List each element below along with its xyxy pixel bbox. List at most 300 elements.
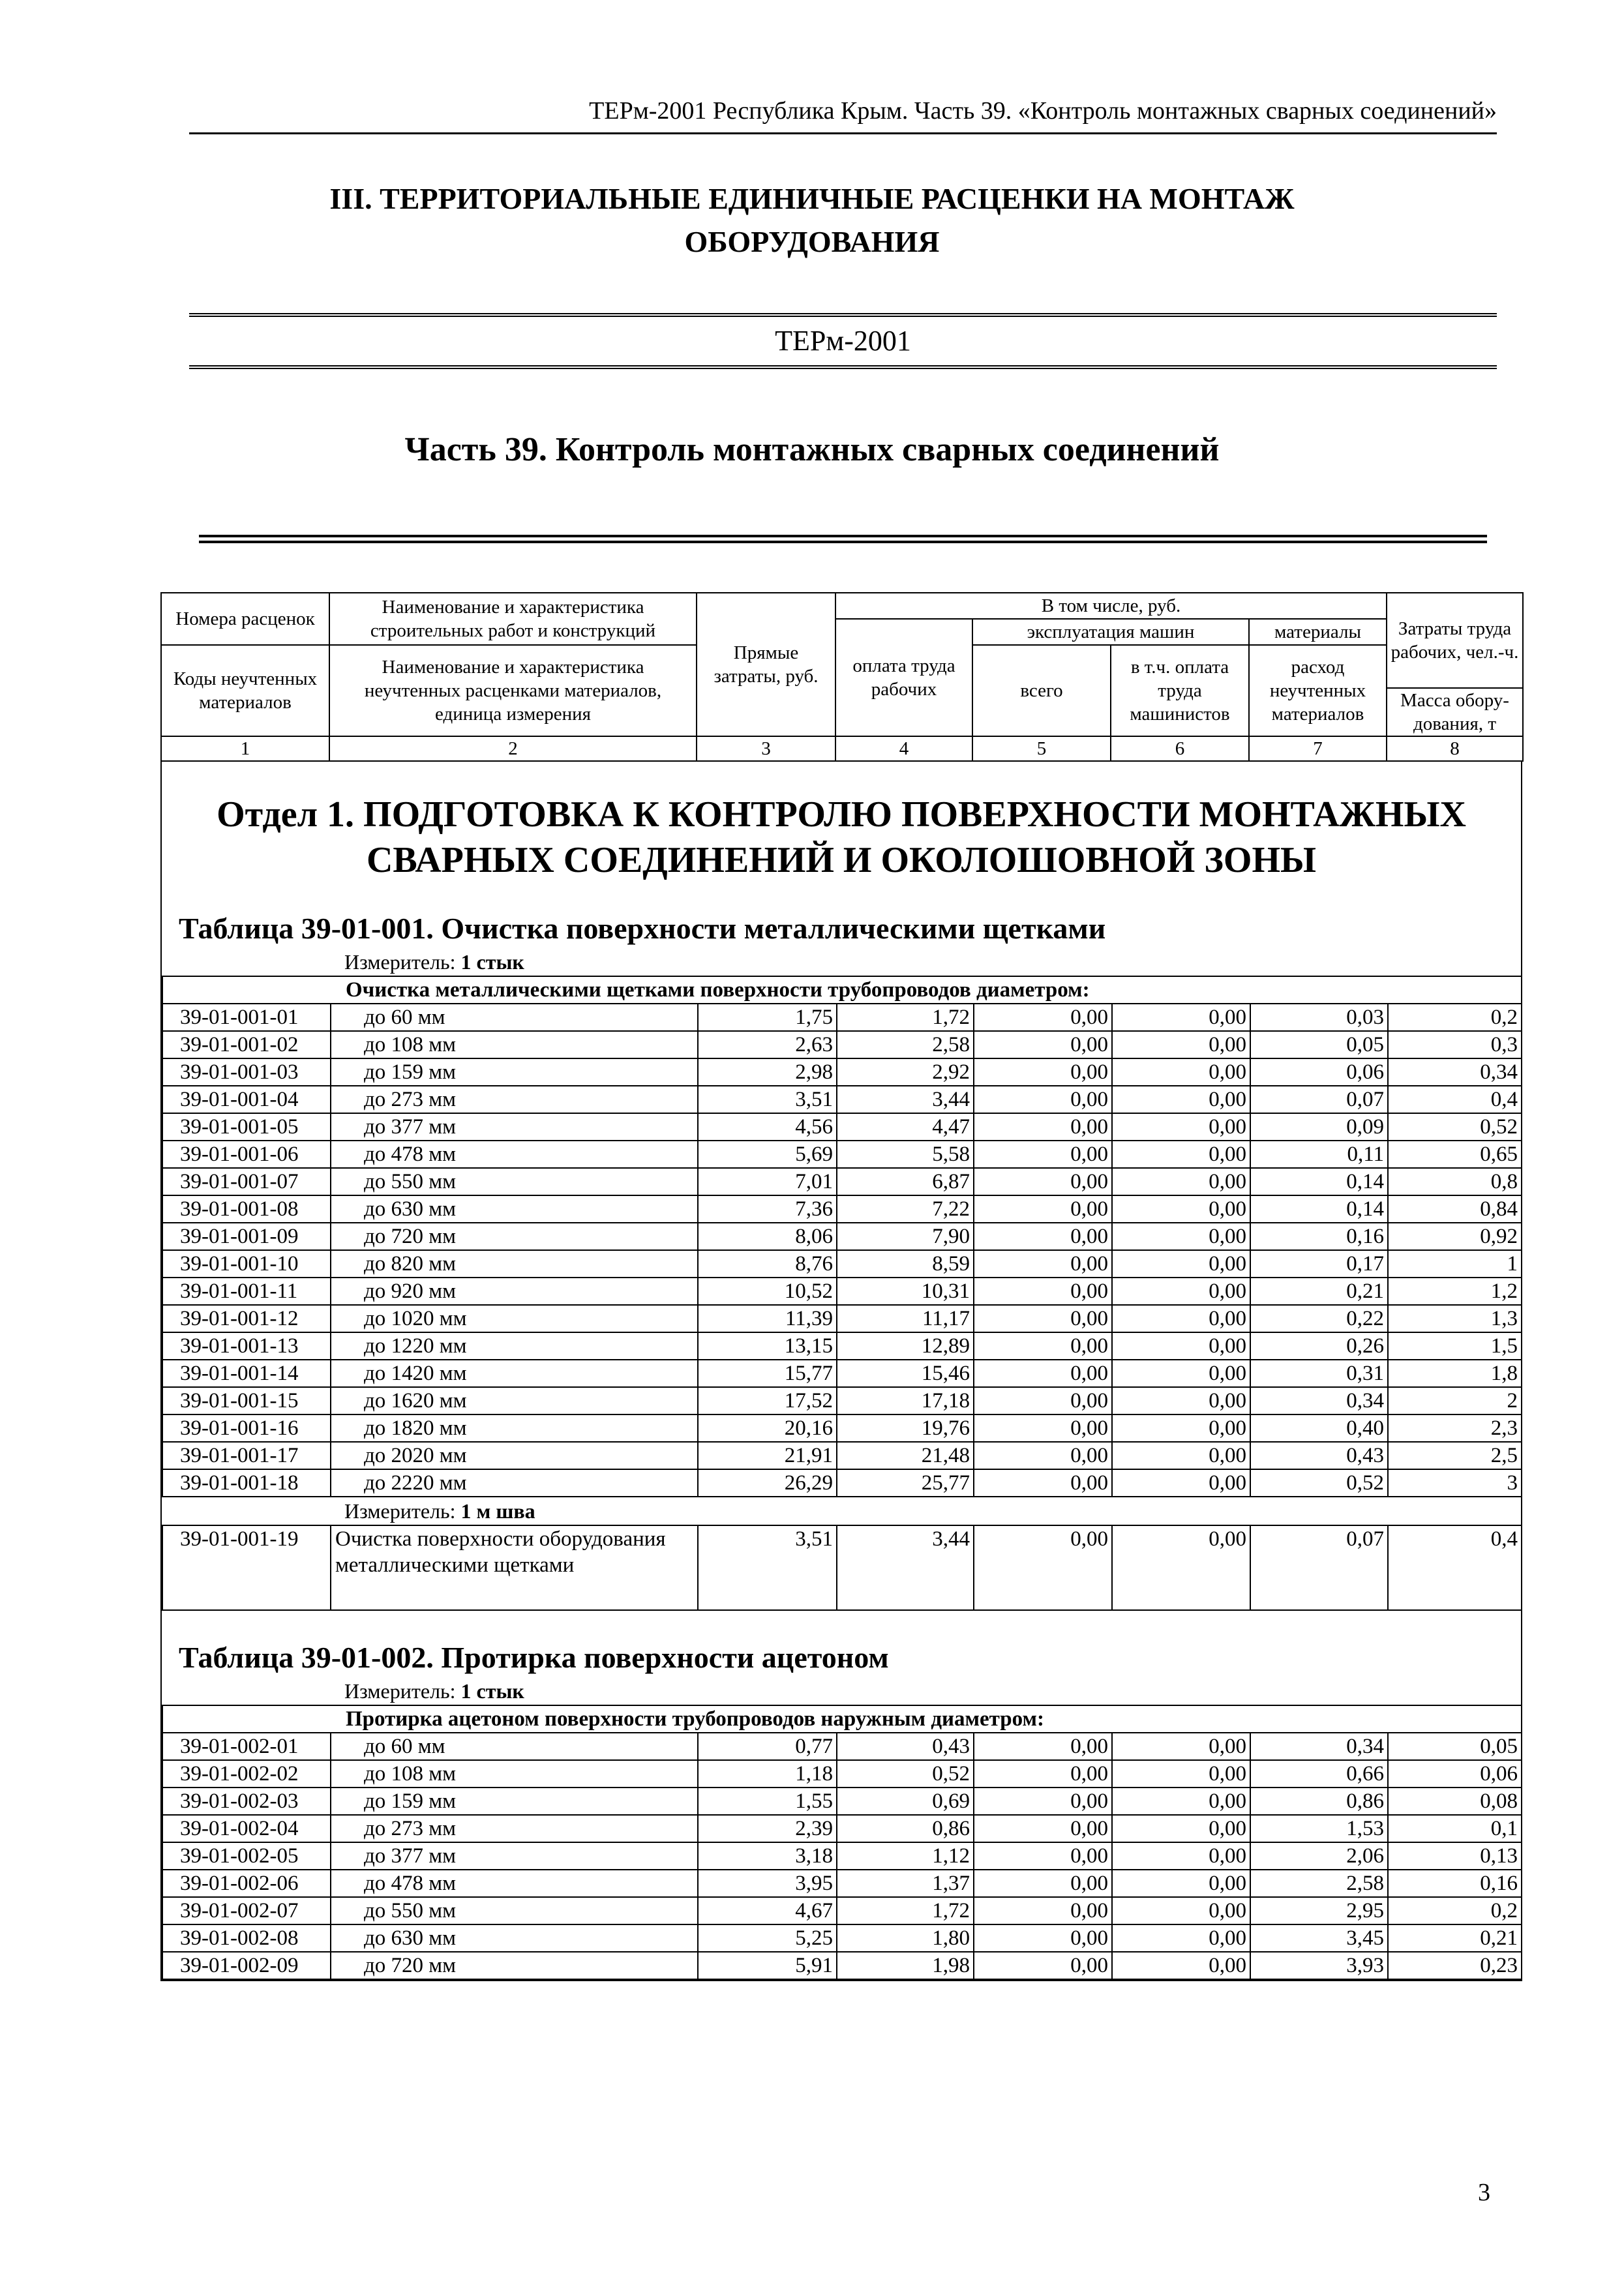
row-operator-pay: 0,00 <box>1112 1250 1250 1278</box>
row-labor: 0,03 <box>1250 1004 1388 1031</box>
row-name: до 478 мм <box>331 1870 698 1897</box>
row-worker-pay: 21,48 <box>837 1442 974 1469</box>
row-code: 39-01-001-02 <box>162 1031 331 1058</box>
row-code: 39-01-001-08 <box>162 1195 331 1223</box>
row-worker-pay: 1,72 <box>837 1004 974 1031</box>
measure-unit: 1 стык <box>460 1679 524 1703</box>
row-name: до 377 мм <box>331 1842 698 1870</box>
table-row <box>162 1414 1522 1442</box>
row-operator-pay: 0,00 <box>1112 1278 1250 1305</box>
row-operator-pay: 0,00 <box>1112 1815 1250 1842</box>
header-name-top: Наименование и характеристика строительных работ и конструкций <box>329 593 697 645</box>
table-row <box>162 1469 1522 1497</box>
table-row <box>162 1332 1522 1360</box>
row-name: Очистка поверхности оборудования металлическими щетками <box>331 1525 698 1610</box>
section-title <box>0 177 1624 263</box>
double-rule <box>199 535 1487 543</box>
row-labor: 0,06 <box>1250 1058 1388 1086</box>
row-operator-pay: 0,00 <box>1112 1924 1250 1952</box>
row-worker-pay: 0,52 <box>837 1760 974 1788</box>
row-worker-pay: 6,87 <box>837 1168 974 1195</box>
row-direct-costs: 2,98 <box>698 1058 837 1086</box>
row-name: до 1220 мм <box>331 1332 698 1360</box>
row-mass: 0,84 <box>1388 1195 1522 1223</box>
row-direct-costs: 3,51 <box>698 1525 837 1610</box>
table-row <box>162 1004 1522 1031</box>
department-title <box>162 762 1521 909</box>
row-name: до 273 мм <box>331 1086 698 1113</box>
row-machines-total: 0,00 <box>974 1250 1112 1278</box>
table-row <box>162 1168 1522 1195</box>
row-worker-pay: 8,59 <box>837 1250 974 1278</box>
section-title-line-1: III. ТЕРРИТОРИАЛЬНЫЕ ЕДИНИЧНЫЕ РАСЦЕНКИ НА МОНТАЖ <box>329 182 1295 215</box>
row-operator-pay: 0,00 <box>1112 1086 1250 1113</box>
row-mass: 3 <box>1388 1469 1522 1497</box>
row-labor: 0,66 <box>1250 1760 1388 1788</box>
header-machines: эксплуатация машин <box>972 619 1249 645</box>
header-labor-top: Затраты труда рабочих, чел.-ч. <box>1387 593 1523 688</box>
row-direct-costs: 2,63 <box>698 1031 837 1058</box>
row-labor: 0,26 <box>1250 1332 1388 1360</box>
table-row <box>162 1525 1522 1610</box>
row-labor: 0,31 <box>1250 1360 1388 1387</box>
row-operator-pay: 0,00 <box>1112 1788 1250 1815</box>
row-labor: 0,09 <box>1250 1113 1388 1141</box>
row-name: до 720 мм <box>331 1223 698 1250</box>
table2-measure <box>162 1677 1521 1705</box>
row-operator-pay: 0,00 <box>1112 1031 1250 1058</box>
row-machines-total: 0,00 <box>974 1442 1112 1469</box>
row-name: до 60 мм <box>331 1733 698 1760</box>
row-mass: 1,8 <box>1388 1360 1522 1387</box>
row-operator-pay: 0,00 <box>1112 1387 1250 1414</box>
table-row <box>162 1305 1522 1332</box>
header-machines-total: всего <box>972 645 1111 736</box>
row-labor: 2,58 <box>1250 1870 1388 1897</box>
table-row <box>162 1952 1522 1979</box>
row-name: до 920 мм <box>331 1278 698 1305</box>
row-mass: 0,2 <box>1388 1004 1522 1031</box>
table1-title: Таблица 39-01-001. Очистка поверхности металлическими щетками <box>179 912 1106 945</box>
row-worker-pay: 7,90 <box>837 1223 974 1250</box>
header-operator-pay: в т.ч. оплата труда машинистов <box>1111 645 1249 736</box>
row-machines-total: 0,00 <box>974 1414 1112 1442</box>
row-machines-total: 0,00 <box>974 1195 1112 1223</box>
row-mass: 0,05 <box>1388 1733 1522 1760</box>
row-operator-pay: 0,00 <box>1112 1952 1250 1979</box>
row-code: 39-01-001-10 <box>162 1250 331 1278</box>
table-row <box>162 1278 1522 1305</box>
row-worker-pay: 25,77 <box>837 1469 974 1497</box>
table-row <box>162 1387 1522 1414</box>
header-column-numbers <box>161 736 1523 761</box>
row-labor: 2,95 <box>1250 1897 1388 1924</box>
code-band: ТЕРм-2001 <box>189 313 1497 369</box>
row-labor: 0,07 <box>1250 1086 1388 1113</box>
table-row <box>162 1788 1522 1815</box>
part-title: Часть 39. Контроль монтажных сварных соединений <box>404 431 1220 468</box>
row-worker-pay: 1,12 <box>837 1842 974 1870</box>
row-name: до 550 мм <box>331 1168 698 1195</box>
row-machines-total: 0,00 <box>974 1141 1112 1168</box>
row-mass: 0,4 <box>1388 1086 1522 1113</box>
row-code: 39-01-001-09 <box>162 1223 331 1250</box>
row-labor: 0,05 <box>1250 1031 1388 1058</box>
row-operator-pay: 0,00 <box>1112 1525 1250 1610</box>
row-mass: 0,21 <box>1388 1924 1522 1952</box>
header-direct-costs: Прямые затраты, руб. <box>697 593 835 736</box>
row-name: до 377 мм <box>331 1113 698 1141</box>
row-machines-total: 0,00 <box>974 1870 1112 1897</box>
row-operator-pay: 0,00 <box>1112 1168 1250 1195</box>
table-row <box>162 1733 1522 1760</box>
row-labor: 3,93 <box>1250 1952 1388 1979</box>
measure-unit: 1 м шва <box>460 1499 535 1523</box>
row-labor: 3,45 <box>1250 1924 1388 1952</box>
row-mass: 0,16 <box>1388 1870 1522 1897</box>
row-code: 39-01-002-07 <box>162 1897 331 1924</box>
row-mass: 1,2 <box>1388 1278 1522 1305</box>
row-machines-total: 0,00 <box>974 1058 1112 1086</box>
row-code: 39-01-001-03 <box>162 1058 331 1086</box>
table2-subheader: Протирка ацетоном поверхности трубопроводов наружным диаметром: <box>162 1705 1522 1733</box>
row-operator-pay: 0,00 <box>1112 1897 1250 1924</box>
row-mass: 1 <box>1388 1250 1522 1278</box>
row-direct-costs: 26,29 <box>698 1469 837 1497</box>
row-mass: 2 <box>1388 1387 1522 1414</box>
table1-measure-2 <box>162 1497 1521 1525</box>
row-worker-pay: 17,18 <box>837 1387 974 1414</box>
row-worker-pay: 12,89 <box>837 1332 974 1360</box>
row-direct-costs: 0,77 <box>698 1733 837 1760</box>
row-operator-pay: 0,00 <box>1112 1733 1250 1760</box>
table-row <box>162 1250 1522 1278</box>
table1-data-2 <box>162 1525 1522 1611</box>
row-mass: 0,08 <box>1388 1788 1522 1815</box>
row-name: до 1820 мм <box>331 1414 698 1442</box>
row-direct-costs: 3,18 <box>698 1842 837 1870</box>
row-code: 39-01-001-05 <box>162 1113 331 1141</box>
row-operator-pay: 0,00 <box>1112 1223 1250 1250</box>
table-row <box>162 1815 1522 1842</box>
col-num: 6 <box>1111 736 1249 761</box>
row-mass: 0,4 <box>1388 1525 1522 1610</box>
department-title-line-2: СВАРНЫХ СОЕДИНЕНИЙ И ОКОЛОШОВНОЙ ЗОНЫ <box>366 840 1317 880</box>
measure-unit: 1 стык <box>460 950 524 974</box>
row-direct-costs: 7,36 <box>698 1195 837 1223</box>
col-num: 5 <box>972 736 1111 761</box>
row-code: 39-01-002-01 <box>162 1733 331 1760</box>
row-mass: 0,2 <box>1388 1897 1522 1924</box>
row-worker-pay: 5,58 <box>837 1141 974 1168</box>
row-labor: 0,22 <box>1250 1305 1388 1332</box>
table-row <box>162 1058 1522 1086</box>
row-name: до 720 мм <box>331 1952 698 1979</box>
table-row <box>162 1924 1522 1952</box>
row-worker-pay: 2,58 <box>837 1031 974 1058</box>
row-code: 39-01-001-18 <box>162 1469 331 1497</box>
row-name: до 60 мм <box>331 1004 698 1031</box>
row-mass: 0,92 <box>1388 1223 1522 1250</box>
row-direct-costs: 2,39 <box>698 1815 837 1842</box>
row-machines-total: 0,00 <box>974 1842 1112 1870</box>
row-machines-total: 0,00 <box>974 1788 1112 1815</box>
header-worker-pay: оплата труда рабочих <box>835 619 972 736</box>
row-operator-pay: 0,00 <box>1112 1414 1250 1442</box>
row-worker-pay: 1,37 <box>837 1870 974 1897</box>
row-name: до 478 мм <box>331 1141 698 1168</box>
row-machines-total: 0,00 <box>974 1387 1112 1414</box>
row-name: до 1020 мм <box>331 1305 698 1332</box>
row-code: 39-01-001-04 <box>162 1086 331 1113</box>
table-row <box>162 1897 1522 1924</box>
row-code: 39-01-001-15 <box>162 1387 331 1414</box>
row-operator-pay: 0,00 <box>1112 1113 1250 1141</box>
row-labor: 1,53 <box>1250 1815 1388 1842</box>
row-operator-pay: 0,00 <box>1112 1760 1250 1788</box>
row-labor: 2,06 <box>1250 1842 1388 1870</box>
col-num: 4 <box>835 736 972 761</box>
row-operator-pay: 0,00 <box>1112 1870 1250 1897</box>
row-machines-total: 0,00 <box>974 1168 1112 1195</box>
row-worker-pay: 0,43 <box>837 1733 974 1760</box>
row-name: до 159 мм <box>331 1788 698 1815</box>
row-code: 39-01-001-17 <box>162 1442 331 1469</box>
row-worker-pay: 4,47 <box>837 1113 974 1141</box>
row-mass: 0,23 <box>1388 1952 1522 1979</box>
row-mass: 0,52 <box>1388 1113 1522 1141</box>
row-direct-costs: 1,18 <box>698 1760 837 1788</box>
table-row <box>162 1442 1522 1469</box>
row-machines-total: 0,00 <box>974 1733 1112 1760</box>
row-direct-costs: 20,16 <box>698 1414 837 1442</box>
row-machines-total: 0,00 <box>974 1952 1112 1979</box>
row-labor: 0,07 <box>1250 1525 1388 1610</box>
row-code: 39-01-001-19 <box>162 1525 331 1610</box>
row-mass: 0,3 <box>1388 1031 1522 1058</box>
row-code: 39-01-001-01 <box>162 1004 331 1031</box>
row-mass: 0,13 <box>1388 1842 1522 1870</box>
row-code: 39-01-001-11 <box>162 1278 331 1305</box>
row-code: 39-01-002-05 <box>162 1842 331 1870</box>
row-labor: 0,11 <box>1250 1141 1388 1168</box>
row-direct-costs: 1,55 <box>698 1788 837 1815</box>
row-direct-costs: 8,06 <box>698 1223 837 1250</box>
row-mass: 2,3 <box>1388 1414 1522 1442</box>
row-worker-pay: 2,92 <box>837 1058 974 1086</box>
row-code: 39-01-001-06 <box>162 1141 331 1168</box>
row-name: до 2220 мм <box>331 1469 698 1497</box>
table-row <box>162 1760 1522 1788</box>
row-direct-costs: 1,75 <box>698 1004 837 1031</box>
row-name: до 1620 мм <box>331 1387 698 1414</box>
row-machines-total: 0,00 <box>974 1897 1112 1924</box>
row-machines-total: 0,00 <box>974 1924 1112 1952</box>
col-num: 7 <box>1249 736 1387 761</box>
row-code: 39-01-002-09 <box>162 1952 331 1979</box>
header-unaccounted-materials: расход неучтенных материалов <box>1249 645 1387 736</box>
row-labor: 0,43 <box>1250 1442 1388 1469</box>
row-machines-total: 0,00 <box>974 1815 1112 1842</box>
row-name: до 820 мм <box>331 1250 698 1278</box>
row-mass: 0,34 <box>1388 1058 1522 1086</box>
row-labor: 0,21 <box>1250 1278 1388 1305</box>
table1-measure <box>162 948 1521 976</box>
row-direct-costs: 7,01 <box>698 1168 837 1195</box>
row-labor: 0,14 <box>1250 1195 1388 1223</box>
row-operator-pay: 0,00 <box>1112 1058 1250 1086</box>
row-labor: 0,52 <box>1250 1469 1388 1497</box>
row-machines-total: 0,00 <box>974 1305 1112 1332</box>
department-title-line-1: Отдел 1. ПОДГОТОВКА К КОНТРОЛЮ ПОВЕРХНОСТИ МОНТАЖНЫХ <box>217 794 1466 835</box>
header-including: В том числе, руб. <box>835 593 1387 619</box>
row-worker-pay: 10,31 <box>837 1278 974 1305</box>
col-num: 3 <box>697 736 835 761</box>
row-name: до 2020 мм <box>331 1442 698 1469</box>
row-worker-pay: 1,72 <box>837 1897 974 1924</box>
row-mass: 0,1 <box>1388 1815 1522 1842</box>
row-direct-costs: 11,39 <box>698 1305 837 1332</box>
row-worker-pay: 0,86 <box>837 1815 974 1842</box>
row-machines-total: 0,00 <box>974 1360 1112 1387</box>
row-operator-pay: 0,00 <box>1112 1360 1250 1387</box>
header-equipment-mass: Масса обору-дования, т <box>1387 688 1523 736</box>
row-machines-total: 0,00 <box>974 1760 1112 1788</box>
row-worker-pay: 7,22 <box>837 1195 974 1223</box>
row-labor: 0,40 <box>1250 1414 1388 1442</box>
row-code: 39-01-002-04 <box>162 1815 331 1842</box>
row-labor: 0,86 <box>1250 1788 1388 1815</box>
row-worker-pay: 3,44 <box>837 1525 974 1610</box>
table-row <box>162 1086 1522 1113</box>
row-mass: 2,5 <box>1388 1442 1522 1469</box>
row-operator-pay: 0,00 <box>1112 1305 1250 1332</box>
price-table <box>160 592 1522 2104</box>
row-labor: 0,14 <box>1250 1168 1388 1195</box>
row-worker-pay: 1,98 <box>837 1952 974 1979</box>
row-mass: 1,3 <box>1388 1305 1522 1332</box>
table-row <box>162 1842 1522 1870</box>
table-row <box>162 1870 1522 1897</box>
row-operator-pay: 0,00 <box>1112 1195 1250 1223</box>
row-machines-total: 0,00 <box>974 1223 1112 1250</box>
row-machines-total: 0,00 <box>974 1278 1112 1305</box>
header-name-bottom: Наименование и характеристика неучтенных расценками материалов, единица измерения <box>329 645 697 736</box>
row-labor: 0,34 <box>1250 1387 1388 1414</box>
table-row <box>162 1113 1522 1141</box>
measure-label: Измеритель: <box>344 1499 456 1523</box>
row-mass: 0,65 <box>1388 1141 1522 1168</box>
row-direct-costs: 5,91 <box>698 1952 837 1979</box>
table1-data <box>162 976 1522 1497</box>
col-num: 8 <box>1387 736 1523 761</box>
row-worker-pay: 11,17 <box>837 1305 974 1332</box>
col-num: 1 <box>161 736 329 761</box>
row-labor: 0,17 <box>1250 1250 1388 1278</box>
row-direct-costs: 15,77 <box>698 1360 837 1387</box>
table-body <box>160 762 1522 1981</box>
row-mass: 1,5 <box>1388 1332 1522 1360</box>
header-codes-bottom: Коды неучтенных материалов <box>161 645 329 736</box>
row-code: 39-01-002-06 <box>162 1870 331 1897</box>
row-code: 39-01-002-03 <box>162 1788 331 1815</box>
row-direct-costs: 5,25 <box>698 1924 837 1952</box>
row-direct-costs: 5,69 <box>698 1141 837 1168</box>
row-code: 39-01-001-07 <box>162 1168 331 1195</box>
row-worker-pay: 19,76 <box>837 1414 974 1442</box>
table-row <box>162 1031 1522 1058</box>
row-machines-total: 0,00 <box>974 1525 1112 1610</box>
table2-data <box>162 1705 1522 1980</box>
table-row <box>162 1195 1522 1223</box>
row-mass: 0,06 <box>1388 1760 1522 1788</box>
row-mass: 0,8 <box>1388 1168 1522 1195</box>
table2-title: Таблица 39-01-002. Протирка поверхности ацетоном <box>179 1641 889 1674</box>
row-direct-costs: 17,52 <box>698 1387 837 1414</box>
table1-subheader: Очистка металлическими щетками поверхности трубопроводов диаметром: <box>162 976 1522 1004</box>
row-direct-costs: 3,51 <box>698 1086 837 1113</box>
row-direct-costs: 4,56 <box>698 1113 837 1141</box>
row-operator-pay: 0,00 <box>1112 1469 1250 1497</box>
row-labor: 0,16 <box>1250 1223 1388 1250</box>
row-name: до 630 мм <box>331 1195 698 1223</box>
row-code: 39-01-001-13 <box>162 1332 331 1360</box>
row-worker-pay: 15,46 <box>837 1360 974 1387</box>
row-machines-total: 0,00 <box>974 1469 1112 1497</box>
row-machines-total: 0,00 <box>974 1086 1112 1113</box>
measure-label: Измеритель: <box>344 950 456 974</box>
row-code: 39-01-002-08 <box>162 1924 331 1952</box>
row-direct-costs: 13,15 <box>698 1332 837 1360</box>
row-name: до 108 мм <box>331 1760 698 1788</box>
col-num: 2 <box>329 736 697 761</box>
row-name: до 108 мм <box>331 1031 698 1058</box>
row-name: до 159 мм <box>331 1058 698 1086</box>
row-worker-pay: 3,44 <box>837 1086 974 1113</box>
row-name: до 630 мм <box>331 1924 698 1952</box>
row-worker-pay: 0,69 <box>837 1788 974 1815</box>
row-code: 39-01-001-14 <box>162 1360 331 1387</box>
row-worker-pay: 1,80 <box>837 1924 974 1952</box>
table-header <box>160 592 1524 762</box>
row-name: до 550 мм <box>331 1897 698 1924</box>
row-operator-pay: 0,00 <box>1112 1004 1250 1031</box>
row-machines-total: 0,00 <box>974 1031 1112 1058</box>
row-direct-costs: 8,76 <box>698 1250 837 1278</box>
row-machines-total: 0,00 <box>974 1332 1112 1360</box>
page-number: 3 <box>1478 2179 1490 2206</box>
section-title-line-2: ОБОРУДОВАНИЯ <box>684 225 940 258</box>
table-row <box>162 1141 1522 1168</box>
row-name: до 1420 мм <box>331 1360 698 1387</box>
row-labor: 0,34 <box>1250 1733 1388 1760</box>
row-code: 39-01-002-02 <box>162 1760 331 1788</box>
row-name: до 273 мм <box>331 1815 698 1842</box>
row-operator-pay: 0,00 <box>1112 1442 1250 1469</box>
row-machines-total: 0,00 <box>974 1113 1112 1141</box>
row-code: 39-01-001-16 <box>162 1414 331 1442</box>
row-direct-costs: 3,95 <box>698 1870 837 1897</box>
row-direct-costs: 10,52 <box>698 1278 837 1305</box>
header-codes-top: Номера расценок <box>161 593 329 645</box>
row-code: 39-01-001-12 <box>162 1305 331 1332</box>
row-operator-pay: 0,00 <box>1112 1141 1250 1168</box>
row-direct-costs: 21,91 <box>698 1442 837 1469</box>
table-row <box>162 1360 1522 1387</box>
row-direct-costs: 4,67 <box>698 1897 837 1924</box>
table-row <box>162 1223 1522 1250</box>
row-machines-total: 0,00 <box>974 1004 1112 1031</box>
